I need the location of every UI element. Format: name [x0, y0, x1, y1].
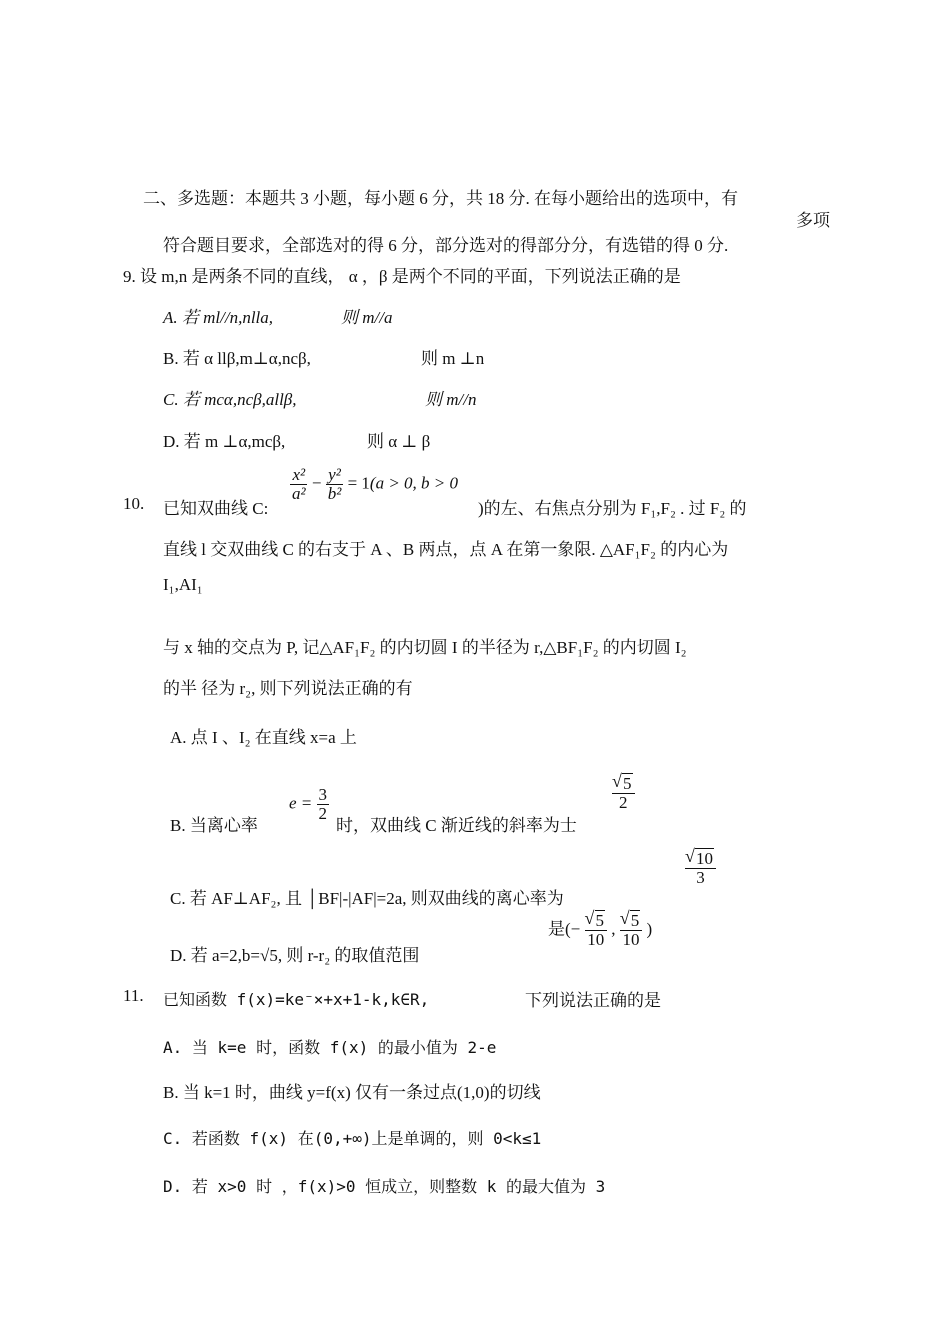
- section-heading-wrap: 多项: [796, 211, 830, 230]
- b-num: 3: [318, 785, 328, 804]
- q9-option-c-if: C. 若 mcα,ncβ,allβ,: [163, 390, 297, 409]
- b-e-label: e =: [289, 793, 313, 813]
- q11-option-c: C. 若函数 f(x) 在(0,+∞)上是单调的，则 0<k≤1: [163, 1129, 542, 1148]
- q10-option-b-text: B. 当离心率: [170, 816, 258, 835]
- eq-rhs: = 1: [347, 473, 370, 493]
- q11-stem: 已知函数 f(x)=ke⁻×+x+1-k,k∈R,: [163, 990, 430, 1009]
- q10-option-b-eccentricity: [289, 786, 329, 823]
- q10-option-c-text: C. 若 AF⊥AF₂, 且 │BF|-|AF|=2a, 则双曲线的离心率为: [170, 889, 564, 908]
- d-den1: 10: [587, 929, 605, 949]
- section-heading: 二、多选题：本题共 3 小题，每小题 6 分，共 18 分. 在每小题给出的选项中，有: [143, 189, 738, 208]
- q10-line4: 与 x 轴的交点为 P, 记△AF₁F₂ 的内切圆 I 的半径为 r,△BF₁F₂ 的内切圆 I₂: [163, 638, 687, 657]
- q10-option-d-text: D. 若 a=2,b=√5, 则 r-r₂ 的取值范围: [170, 946, 420, 965]
- eq-a2: a²: [292, 483, 306, 503]
- eq-b2: b²: [327, 483, 342, 503]
- q11-number: 11.: [123, 986, 144, 1005]
- d-den2: 10: [622, 929, 640, 949]
- q10-option-d-range: [548, 912, 652, 949]
- b-root-num: 5: [623, 774, 632, 793]
- d-root-num2: 5: [630, 911, 640, 930]
- q9-option-b-then: 则 m ⊥n: [421, 349, 485, 368]
- q9-option-d-if: D. 若 m ⊥α,mcβ,: [163, 432, 286, 451]
- q10-line2: 直线 l 交双曲线 C 的右支于 A 、B 两点，点 A 在第一象限. △AF₁F₂ 的内心为: [163, 540, 729, 559]
- q10-line5: 的半 径为 r₂, 则下列说法正确的有: [163, 679, 413, 698]
- q11-option-b: B. 当 k=1 时，曲线 y=f(x) 仅有一条过点(1,0)的切线: [163, 1083, 541, 1102]
- q10-option-a: A. 点 I 、I₂ 在直线 x=a 上: [170, 728, 357, 747]
- q11-option-d: D. 若 x>0 时 ，f(x)>0 恒成立，则整数 k 的最大值为 3: [163, 1177, 606, 1196]
- d-is: 是: [548, 919, 565, 939]
- q9-option-a-then: 则 m//a: [341, 308, 393, 327]
- d-close: ): [646, 919, 653, 939]
- q10-number: 10.: [123, 494, 145, 513]
- q10-prefix: 已知双曲线 C:: [163, 499, 269, 518]
- q9-option-c-then: 则 m//n: [425, 390, 477, 409]
- c-root-num: 10: [696, 849, 713, 868]
- q10-option-c-eccentricity: [685, 850, 716, 887]
- eq-x2: x²: [292, 465, 306, 484]
- q9-option-d-then: 则 α ⊥ β: [367, 432, 431, 451]
- q11-stem-tail: 下列说法正确的是: [525, 991, 661, 1010]
- q10-hyperbola-equation: [290, 466, 458, 503]
- d-comma: ,: [611, 919, 616, 939]
- b-root-den: 2: [619, 792, 628, 812]
- section-heading-line2: 符合题目要求，全部选对的得 6 分，部分选对的得部分分，有选错的得 0 分.: [163, 236, 729, 255]
- c-root-den: 3: [696, 867, 705, 887]
- b-den: 2: [318, 803, 328, 823]
- q10-line3: I₁,AI₁: [163, 575, 203, 594]
- d-root-num1: 5: [595, 911, 604, 930]
- q10-suffix: )的左、右焦点分别为 F₁,F₂ . 过 F₂ 的: [478, 499, 747, 518]
- q9-option-a-if: A. 若 ml//n,nlla,: [163, 308, 274, 327]
- d-open: (−: [565, 919, 581, 939]
- q9-option-b-if: B. 若 α llβ,m⊥α,ncβ,: [163, 349, 311, 368]
- q11-option-a: A. 当 k=e 时，函数 f(x) 的最小值为 2-e: [163, 1038, 497, 1057]
- q10-option-b-mid: 时，双曲线 C 渐近线的斜率为士: [336, 816, 577, 835]
- q9-stem: 9. 设 m,n 是两条不同的直线， α ，β 是两个不同的平面，下列说法正确的是: [123, 267, 681, 286]
- eq-minus: −: [311, 473, 322, 493]
- q10-option-b-slope: [612, 775, 635, 812]
- eq-condition: (a > 0, b > 0: [369, 473, 459, 493]
- eq-y2: y²: [328, 465, 341, 484]
